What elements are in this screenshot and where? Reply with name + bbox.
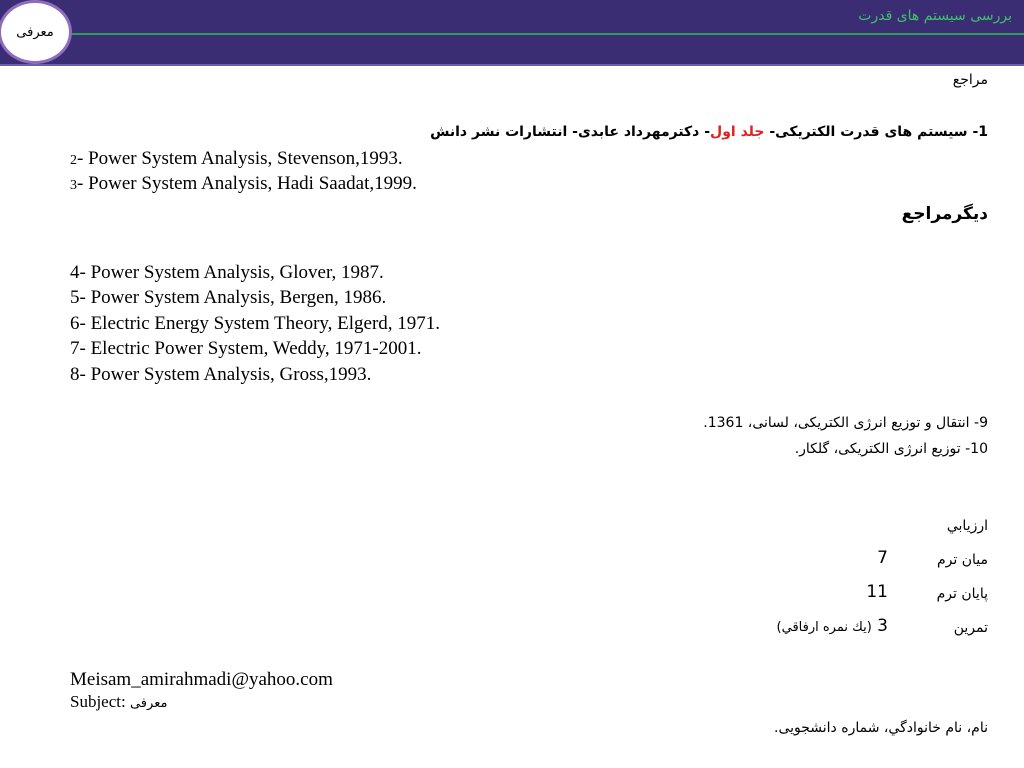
contact-email: Meisam_amirahmadi@yahoo.com (70, 669, 333, 690)
reference-1 (430, 124, 988, 140)
evaluation-row-exercise (688, 616, 988, 640)
reference-1-title: سیستم های قدرت الکتریکی- (769, 124, 968, 140)
evaluation-label: میان ترم (936, 552, 988, 568)
header-bar (0, 0, 1024, 66)
evaluation-value-with-note (777, 616, 888, 636)
header-divider-line (0, 33, 1024, 35)
header-title: بررسی سیستم های قدرت (858, 8, 1012, 24)
contact-subject-label: Subject: (70, 692, 126, 711)
reference-1-number: 1- (972, 124, 988, 140)
reference-3-text: - Power System Analysis, Hadi Saadat,1999. (77, 173, 417, 194)
section-badge: معرفی (0, 0, 72, 64)
reference-1-author: - دکترمهرداد عابدی- انتشارات نشر دانش (430, 124, 711, 140)
reference-item: 7- Electric Power System, Weddy, 1971-2001. (70, 338, 422, 359)
evaluation-label: تمرین (953, 620, 988, 636)
references-heading: مراجع (952, 72, 988, 88)
persian-reference-item: 10- توزیع انرژی الکتریکی، گلکار. (794, 441, 988, 457)
reference-item: 5- Power System Analysis, Bergen, 1986. (70, 287, 387, 308)
evaluation-value: 3 (877, 616, 888, 636)
reference-item: 6- Electric Energy System Theory, Elgerd, 1971. (70, 313, 441, 334)
evaluation-note: (یك نمره ارفاقي) (776, 620, 872, 635)
reference-1-volume: جلد اول (710, 124, 765, 140)
reference-item: 4- Power System Analysis, Glover, 1987. (70, 262, 384, 283)
reference-2-text: - Power System Analysis, Stevenson,1993. (77, 148, 403, 169)
reference-item: 8- Power System Analysis, Gross,1993. (70, 364, 372, 385)
evaluation-row-midterm (688, 548, 988, 572)
evaluation-heading: ارزيابي (946, 518, 988, 534)
contact-note: نام، نام خانوادگي، شماره دانشجویی. (774, 720, 988, 736)
reference-2-number: 2 (70, 153, 77, 168)
reference-3-number: 3 (70, 178, 77, 193)
evaluation-value: 11 (866, 582, 888, 602)
header-bottom-border (0, 64, 1024, 66)
persian-reference-item: 9- انتقال و توزیع انرژی الکتریکی، لسانی، 1361. (703, 415, 988, 431)
contact-subject (70, 692, 167, 712)
contact-subject-value: معرفی (129, 696, 168, 711)
reference-2 (70, 148, 403, 170)
other-references-heading: دیگرمراجع (901, 204, 988, 224)
evaluation-label: پایان ترم (936, 586, 988, 602)
evaluation-row-final (688, 582, 988, 606)
reference-3 (70, 173, 417, 195)
evaluation-value: 7 (877, 548, 888, 568)
